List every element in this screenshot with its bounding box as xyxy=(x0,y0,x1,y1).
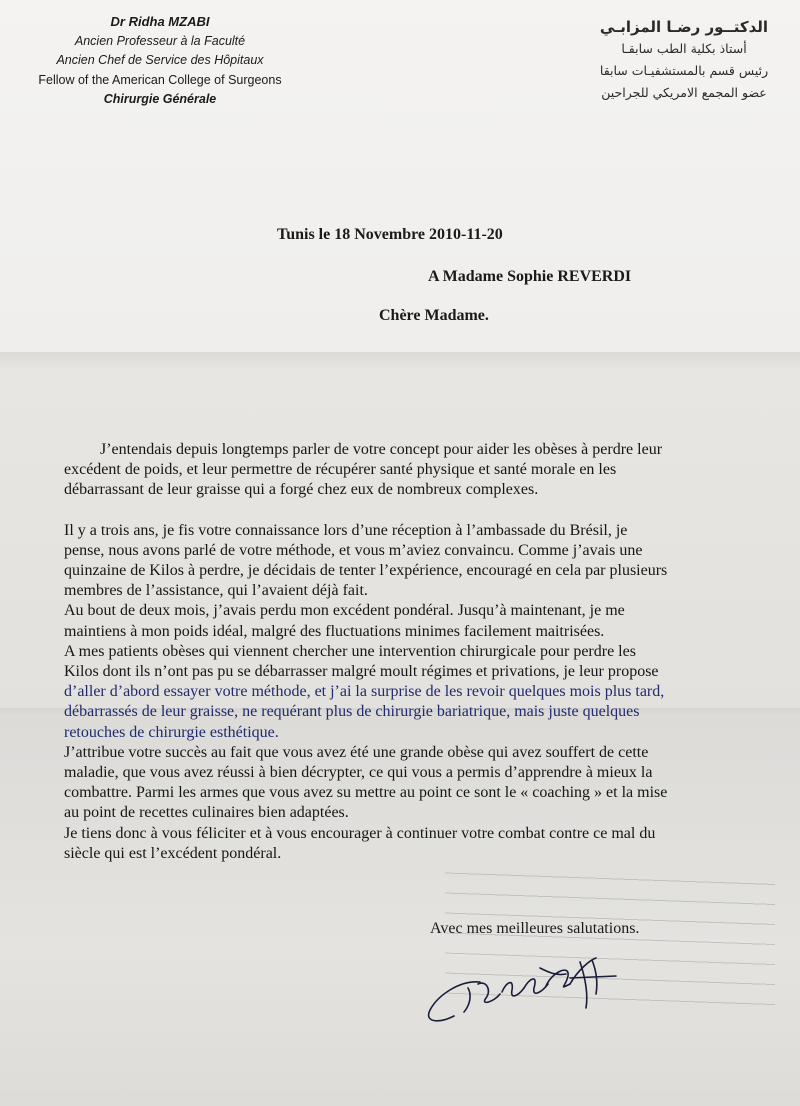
letterhead-line-arabic: عضو المجمع الامريكي للجراحين xyxy=(601,85,767,100)
body-line: au point de recettes culinaires bien adaptées. xyxy=(64,804,349,822)
body-line: Il y a trois ans, je fis votre connaissance lors d’une réception à l’ambassade du Brésil, je xyxy=(64,521,628,539)
letterhead-line: Ancien Chef de Service des Hôpitaux xyxy=(56,53,264,67)
letter-body xyxy=(64,440,744,864)
letterhead-line: Ancien Professeur à la Faculté xyxy=(74,33,246,48)
letterhead-line: Fellow of the American College of Surgeons xyxy=(38,72,282,87)
body-line: quinzaine de Kilos à perdre, je décidais de tenter l’expérience, encouragé en cela par plusieurs xyxy=(64,562,668,580)
closing-salutation: Avec mes meilleures salutations. xyxy=(430,920,640,937)
body-line: excédent de poids, et leur permettre de récupérer santé physique et santé morale en les xyxy=(64,461,617,479)
body-line: d’aller d’abord essayer votre méthode, et j’ai la surprise de les revoir quelques mois plus tard, xyxy=(64,683,665,701)
doctor-name-arabic: الدكتــور رضـا المزابـي xyxy=(599,18,769,36)
body-line: membres de l’assistance, qui l’avaient déjà fait. xyxy=(64,582,368,600)
letterhead-left xyxy=(20,12,300,110)
body-line: siècle qui est l’excédent pondéral. xyxy=(64,844,282,862)
body-line: Kilos dont ils n’ont pas pu se débarrasser malgré moult régimes et privations, je leur propose xyxy=(64,663,659,681)
letterhead-line-arabic: أستاذ بكلية الطب سابقـا xyxy=(621,41,747,56)
letterhead-right-arabic xyxy=(584,16,784,104)
body-line: maintiens à mon poids idéal, malgré des fluctuations minimes facilement maitrisées. xyxy=(64,622,605,640)
letterhead-line-arabic: رئيس قسم بالمستشفيـات سابقا xyxy=(599,63,769,78)
body-line: combattre. Parmi les armes que vous avez su mettre au point ce sont le « coaching » et la mise xyxy=(64,784,668,802)
doctor-name: Dr Ridha MZABI xyxy=(110,14,210,29)
body-line: A mes patients obèses qui viennent chercher une intervention chirurgicale pour perdre les xyxy=(64,642,636,660)
body-line: pense, nous avons parlé de votre méthode, et vous m’aviez convaincu. Comme j’avais une xyxy=(64,541,643,559)
body-line: Au bout de deux mois, j’avais perdu mon excédent pondéral. Jusqu’à maintenant, je me xyxy=(64,602,625,620)
body-line: J’entendais depuis longtemps parler de votre concept pour aider les obèses à perdre leur xyxy=(100,441,663,458)
salutation: Chère Madame. xyxy=(379,307,489,324)
body-line: Je tiens donc à vous féliciter et à vous encourager à continuer votre combat contre ce mal du xyxy=(64,824,656,842)
body-line: retouches de chirurgie esthétique. xyxy=(64,723,279,741)
body-line: J’attribue votre succès au fait que vous avez été une grande obèse qui avez souffert de cette xyxy=(64,743,649,761)
addressee: A Madame Sophie REVERDI xyxy=(428,268,632,285)
handwritten-signature xyxy=(420,950,630,1030)
body-line: débarrassant de leur graisse qui a forgé chez eux de nombreux complexes. xyxy=(64,481,539,499)
letter-date: Tunis le 18 Novembre 2010-11-20 xyxy=(277,226,503,243)
body-line: maladie, que vous avez réussi à bien décrypter, ce qui vous a permis d’apprendre à mieux la xyxy=(64,764,653,782)
specialty: Chirurgie Générale xyxy=(103,92,217,106)
body-line: débarrassés de leur graisse, ne requérant plus de chirurgie bariatrique, mais juste quelques xyxy=(64,703,640,721)
